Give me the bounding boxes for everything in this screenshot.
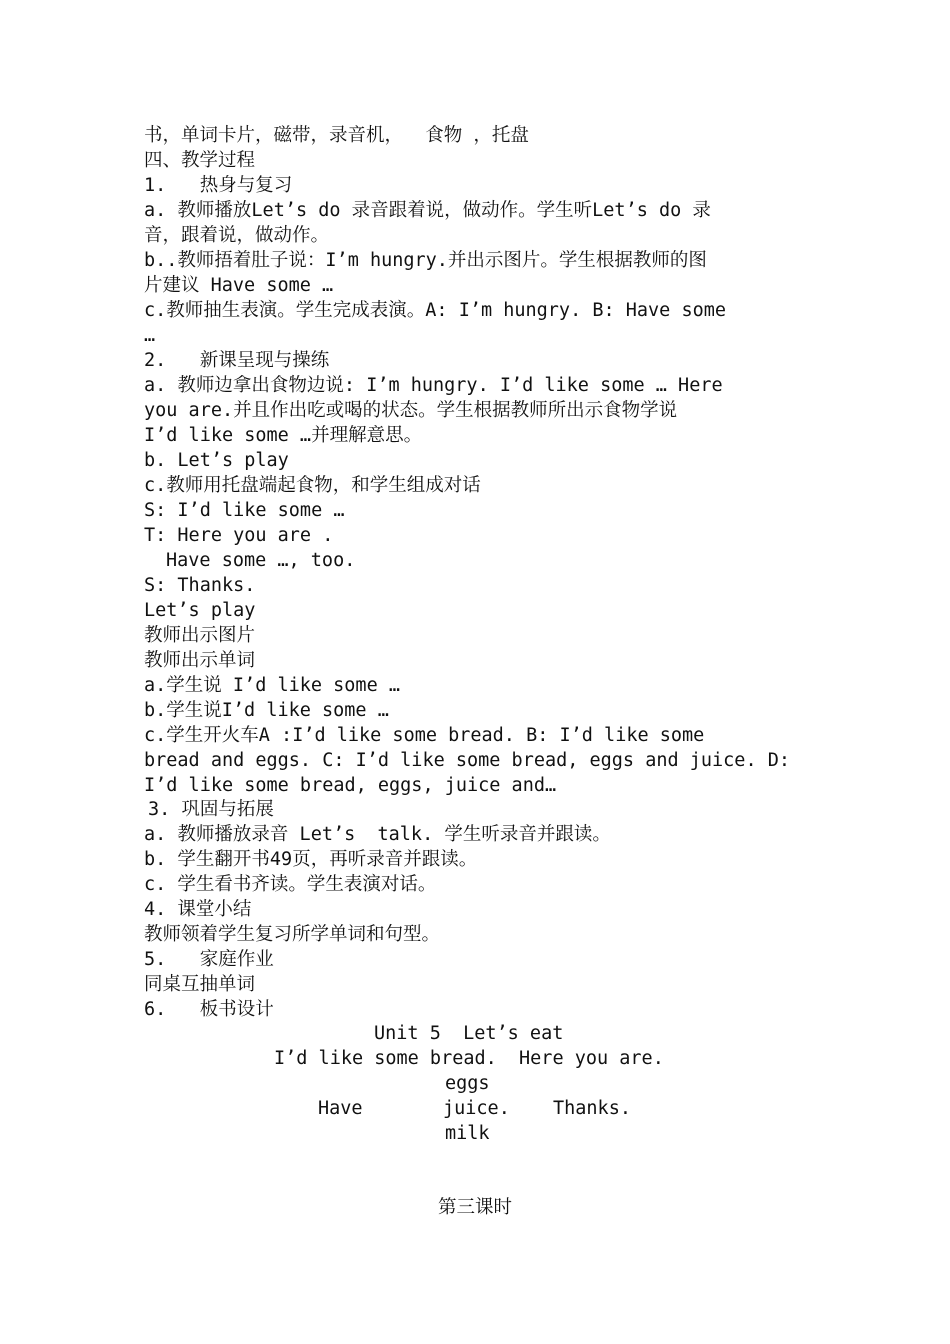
text-line: 片建议 Have some … <box>144 275 334 296</box>
board-word-juice: juice. <box>443 1098 510 1119</box>
dialogue-line: S: Thanks. <box>144 575 256 596</box>
text-line: you are.并且作出吃或喝的状态。学生根据教师所出示食物学说 <box>144 400 678 421</box>
dialogue-line: T: Here you are . <box>144 525 334 546</box>
text-line: a. 教师播放录音 Let’s talk. 学生听录音并跟读。 <box>144 824 611 845</box>
text-line: c.教师用托盘端起食物，和学生组成对话 <box>144 475 481 496</box>
text-line: b..教师捂着肚子说：I’m hungry.并出示图片。学生根据教师的图 <box>144 250 707 271</box>
text-line: 同桌互抽单词 <box>144 974 256 995</box>
lesson-footer: 第三课时 <box>437 1197 512 1218</box>
text-line: 书，单词卡片，磁带，录音机， 食物 ，托盘 <box>144 125 529 146</box>
text-line: 教师领着学生复习所学单词和句型。 <box>144 924 441 945</box>
text-line: b. 学生翻开书49页，再听录音并跟读。 <box>144 849 478 870</box>
text-line: Let’s play <box>144 600 256 621</box>
text-line: c.学生开火车A :I’d like some bread. B: I’d like some <box>144 725 705 746</box>
text-line: b.学生说I’d like some … <box>144 700 389 721</box>
text-line: c. 学生看书齐读。学生表演对话。 <box>144 874 437 895</box>
text-line: a. 教师播放Let’s do 录音跟着说，做动作。学生听Let’s do 录 <box>144 200 711 221</box>
step-heading: 2. 新课呈现与操练 <box>144 350 330 371</box>
board-sentence: I’d like some bread. Here you are. <box>274 1048 664 1069</box>
text-line: 教师出示图片 <box>144 625 256 646</box>
text-line: … <box>144 325 156 346</box>
dialogue-line: Have some …, too. <box>166 550 356 571</box>
text-line: b. Let’s play <box>144 450 289 471</box>
text-line: a. 教师边拿出食物边说: I’m hungry. I’d like some … Here <box>144 375 723 396</box>
text-line: 教师出示单词 <box>144 650 256 671</box>
text-line: I’d like some bread, eggs, juice and… <box>144 775 557 796</box>
step-heading: 4. 课堂小结 <box>144 899 252 920</box>
text-line: c.教师抽生表演。学生完成表演。A: I’m hungry. B: Have some <box>144 300 727 321</box>
step-heading: 3. 巩固与拓展 <box>148 799 274 820</box>
board-word-have: Have <box>318 1098 363 1119</box>
step-heading: 1. 热身与复习 <box>144 175 293 196</box>
text-line: a.学生说 I’d like some … <box>144 675 400 696</box>
board-word-thanks: Thanks. <box>553 1098 631 1119</box>
board-title: Unit 5 Let’s eat <box>374 1023 564 1044</box>
step-heading: 5. 家庭作业 <box>144 949 274 970</box>
section-heading: 四、教学过程 <box>144 150 256 171</box>
board-word-milk: milk <box>445 1123 490 1144</box>
board-word-eggs: eggs <box>445 1073 490 1094</box>
text-line: bread and eggs. C: I’d like some bread, eggs and juice. D: <box>144 750 791 771</box>
text-line: 音，跟着说，做动作。 <box>144 225 330 246</box>
text-line: I’d like some …并理解意思。 <box>144 425 423 446</box>
step-heading: 6. 板书设计 <box>144 999 274 1020</box>
dialogue-line: S: I’d like some … <box>144 500 345 521</box>
